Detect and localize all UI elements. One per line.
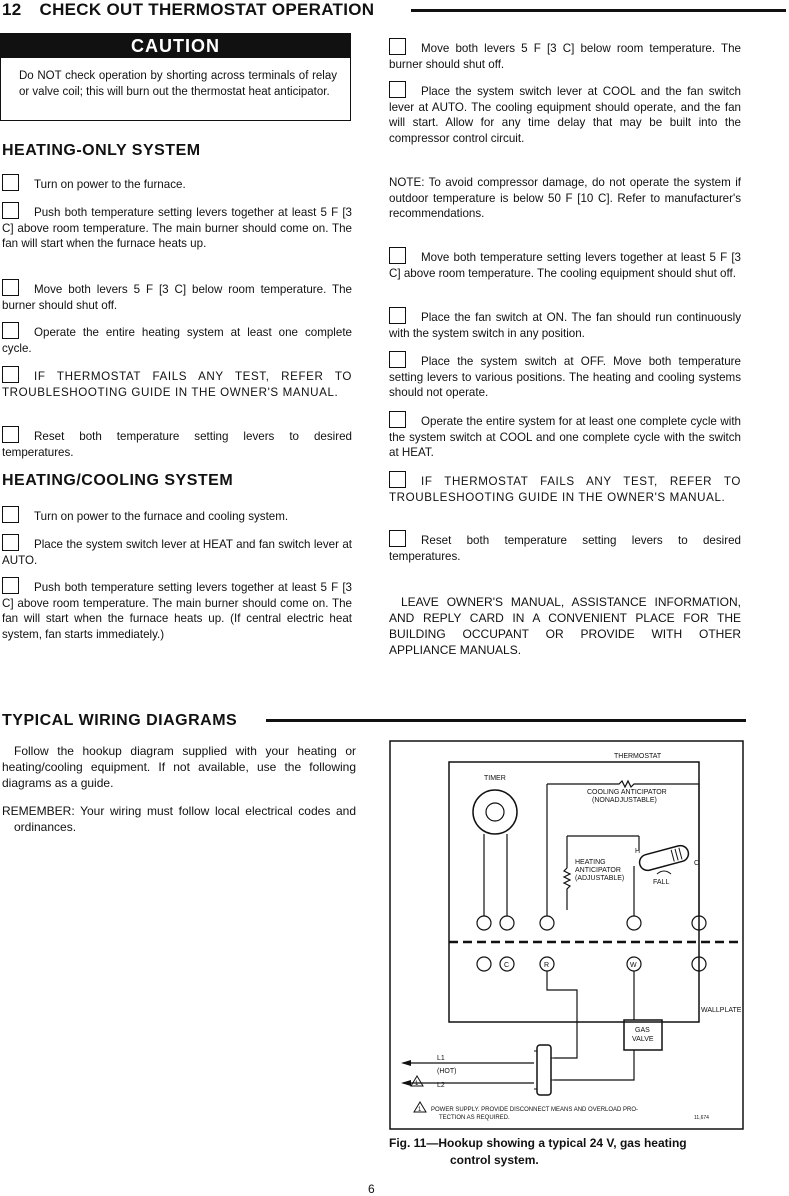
thermostat-label: THERMOSTAT [614,753,662,760]
wiring-rule [266,719,746,722]
svg-text:1: 1 [418,1107,422,1113]
transformer-icon [537,1045,551,1095]
checkbox[interactable] [2,322,19,339]
checkbox[interactable] [2,202,19,219]
svg-text:1: 1 [415,1081,419,1087]
cooling-label-1: COOLING ANTICIPATOR [587,789,667,796]
right-step-7: IF THERMOSTAT FAILS ANY TEST, REFER TO TROUBLESHOOTING GUIDE IN THE OWNER'S MANUAL. [389,474,741,505]
l2-label: L2 [437,1082,445,1089]
right-step-4: Place the fan switch at ON. The fan should run continuously with the system switch in any position. [389,310,741,341]
heating-only-step-5: IF THERMOSTAT FAILS ANY TEST, REFER TO TROUBLESHOOTING GUIDE IN THE OWNER'S MANUAL. [2,369,352,400]
checkbox[interactable] [389,471,406,488]
right-step-1: Move both levers 5 F [3 C] below room temperature. The burner should shut off. [389,41,741,72]
heating-label-1: HEATING [575,859,606,866]
caution-box [0,33,351,121]
terminal-w-label: W [630,962,637,969]
heating-only-step-3: Move both levers 5 F [3 C] below room temperature. The burner should shut off. [2,282,352,313]
terminal-c-label: C [504,962,510,969]
checkbox[interactable] [389,247,406,264]
heating-label-3: (ADJUSTABLE) [575,875,625,882]
hot-label: (HOT) [437,1068,457,1075]
right-step-5: Place the system switch at OFF. Move both temperature setting levers to various positions. The heating and cooling systems should not operate. [389,354,741,401]
heating-only-step-4: Operate the entire heating system at least one complete cycle. [2,325,352,356]
right-step-2: Place the system switch lever at COOL and the fan switch lever at AUTO. The cooling equipment should operate, and the fan will start. Allow for any time delay that may be built into the compressor control circuit. [389,84,741,146]
gas-valve-icon [624,1020,662,1050]
heating-anticipator-icon [564,868,570,910]
right-step-8: Reset both temperature setting levers to desired temperatures. [389,533,741,564]
note: NOTE: To avoid compressor damage, do not operate the system if outdoor temperature is below 50 F [10 C]. Refer to manufacturer's recommendations. [389,176,741,220]
timer-label: TIMER [484,775,506,782]
leave-manual-note: LEAVE OWNER'S MANUAL, ASSISTANCE INFORMATION, AND REPLY CARD IN A CONVENIENT PLACE FOR THE BUILDING OCCUPANT OR PROVIDE WITH OTHER APPLIANCE MANUALS. [389,595,741,657]
switch-h-label: H [635,848,641,855]
checkbox[interactable] [2,506,19,523]
figure-caption: Fig. 11—Hookup showing a typical 24 V, gas heating control system. [389,1136,687,1167]
figure-code: 11,674 [694,1115,709,1121]
checkbox[interactable] [2,174,19,191]
caution-label: CAUTION [1,34,350,58]
fall-arrow-icon [657,871,671,874]
checkbox[interactable] [2,366,19,383]
checkbox[interactable] [389,38,406,55]
checkbox[interactable] [389,307,406,324]
page-number: 6 [368,1182,375,1196]
switch-c-label: C [694,860,700,867]
heating-cooling-title: HEATING/COOLING SYSTEM [2,472,234,489]
page-header [2,0,374,20]
fall-label: FALL [653,879,670,886]
gas-valve-label-1: GAS [635,1027,650,1034]
caution-text: Do NOT check operation by shorting across terminals of relay or valve coil; this will burn out the thermostat heat anticipator. [19,70,337,98]
heating-only-step-2: Push both temperature setting levers together at least 5 F [3 C] above room temperature. The main burner should come on. The fan will start when the furnace heats up. [2,205,352,252]
wiring-diagram [389,740,744,1130]
wiring-para-1: Follow the hookup diagram supplied with your heating or heating/cooling equipment. If not available, use the following diagrams as a guide. [2,744,356,790]
heating-cooling-step-1: Turn on power to the furnace and cooling system. [2,509,352,525]
checkbox[interactable] [389,81,406,98]
page-header-title: CHECK OUT THERMOSTAT OPERATION [39,0,375,19]
cooling-label-2: (NONADJUSTABLE) [592,797,657,804]
heating-only-title: HEATING-ONLY SYSTEM [2,142,201,159]
mercury-switch-icon [638,844,690,872]
thermostat-box [449,762,699,1022]
wiring-para-2: REMEMBER: Your wiring must follow local electrical codes and ordinances. [2,804,356,834]
checkbox[interactable] [2,577,19,594]
l1-arrow-icon [401,1060,411,1066]
terminal-r-label: R [544,962,550,969]
wallplate-label: WALLPLATE [701,1007,742,1014]
footnote-line-1: POWER SUPPLY. PROVIDE DISCONNECT MEANS AND OVERLOAD PRO- [431,1107,639,1113]
checkbox[interactable] [389,530,406,547]
right-step-6: Operate the entire system for at least one complete cycle with the system switch at COOL and one complete cycle with the switch at HEAT. [389,414,741,461]
heating-only-step-6: Reset both temperature setting levers to desired temperatures. [2,429,352,460]
heating-cooling-step-3: Push both temperature setting levers together at least 5 F [3 C] above room temperature. The main burner should come on. The fan will start when the furnace heats up. (If central electric heat system, fan starts immediately.) [2,580,352,642]
l2-arrow-icon [401,1080,411,1086]
heating-label-2: ANTICIPATOR [575,867,621,874]
checkbox[interactable] [2,534,19,551]
header-rule [411,9,786,12]
right-step-3: Move both temperature setting levers together at least 5 F [3 C] above room temperature. The cooling equipment should shut off. [389,250,741,281]
l1-label: L1 [437,1055,445,1062]
checkbox[interactable] [2,279,19,296]
checkbox[interactable] [2,426,19,443]
gas-valve-label-2: VALVE [632,1036,654,1043]
timer-icon [473,790,517,834]
checkbox[interactable] [389,351,406,368]
checkbox[interactable] [389,411,406,428]
page-header-number: 12 [2,0,22,19]
heating-cooling-step-2: Place the system switch lever at HEAT and fan switch lever at AUTO. [2,537,352,568]
heating-only-step-1: Turn on power to the furnace. [2,177,352,193]
footnote-line-2: TECTION AS REQUIRED. [439,1115,510,1121]
wiring-title: TYPICAL WIRING DIAGRAMS [2,712,238,729]
